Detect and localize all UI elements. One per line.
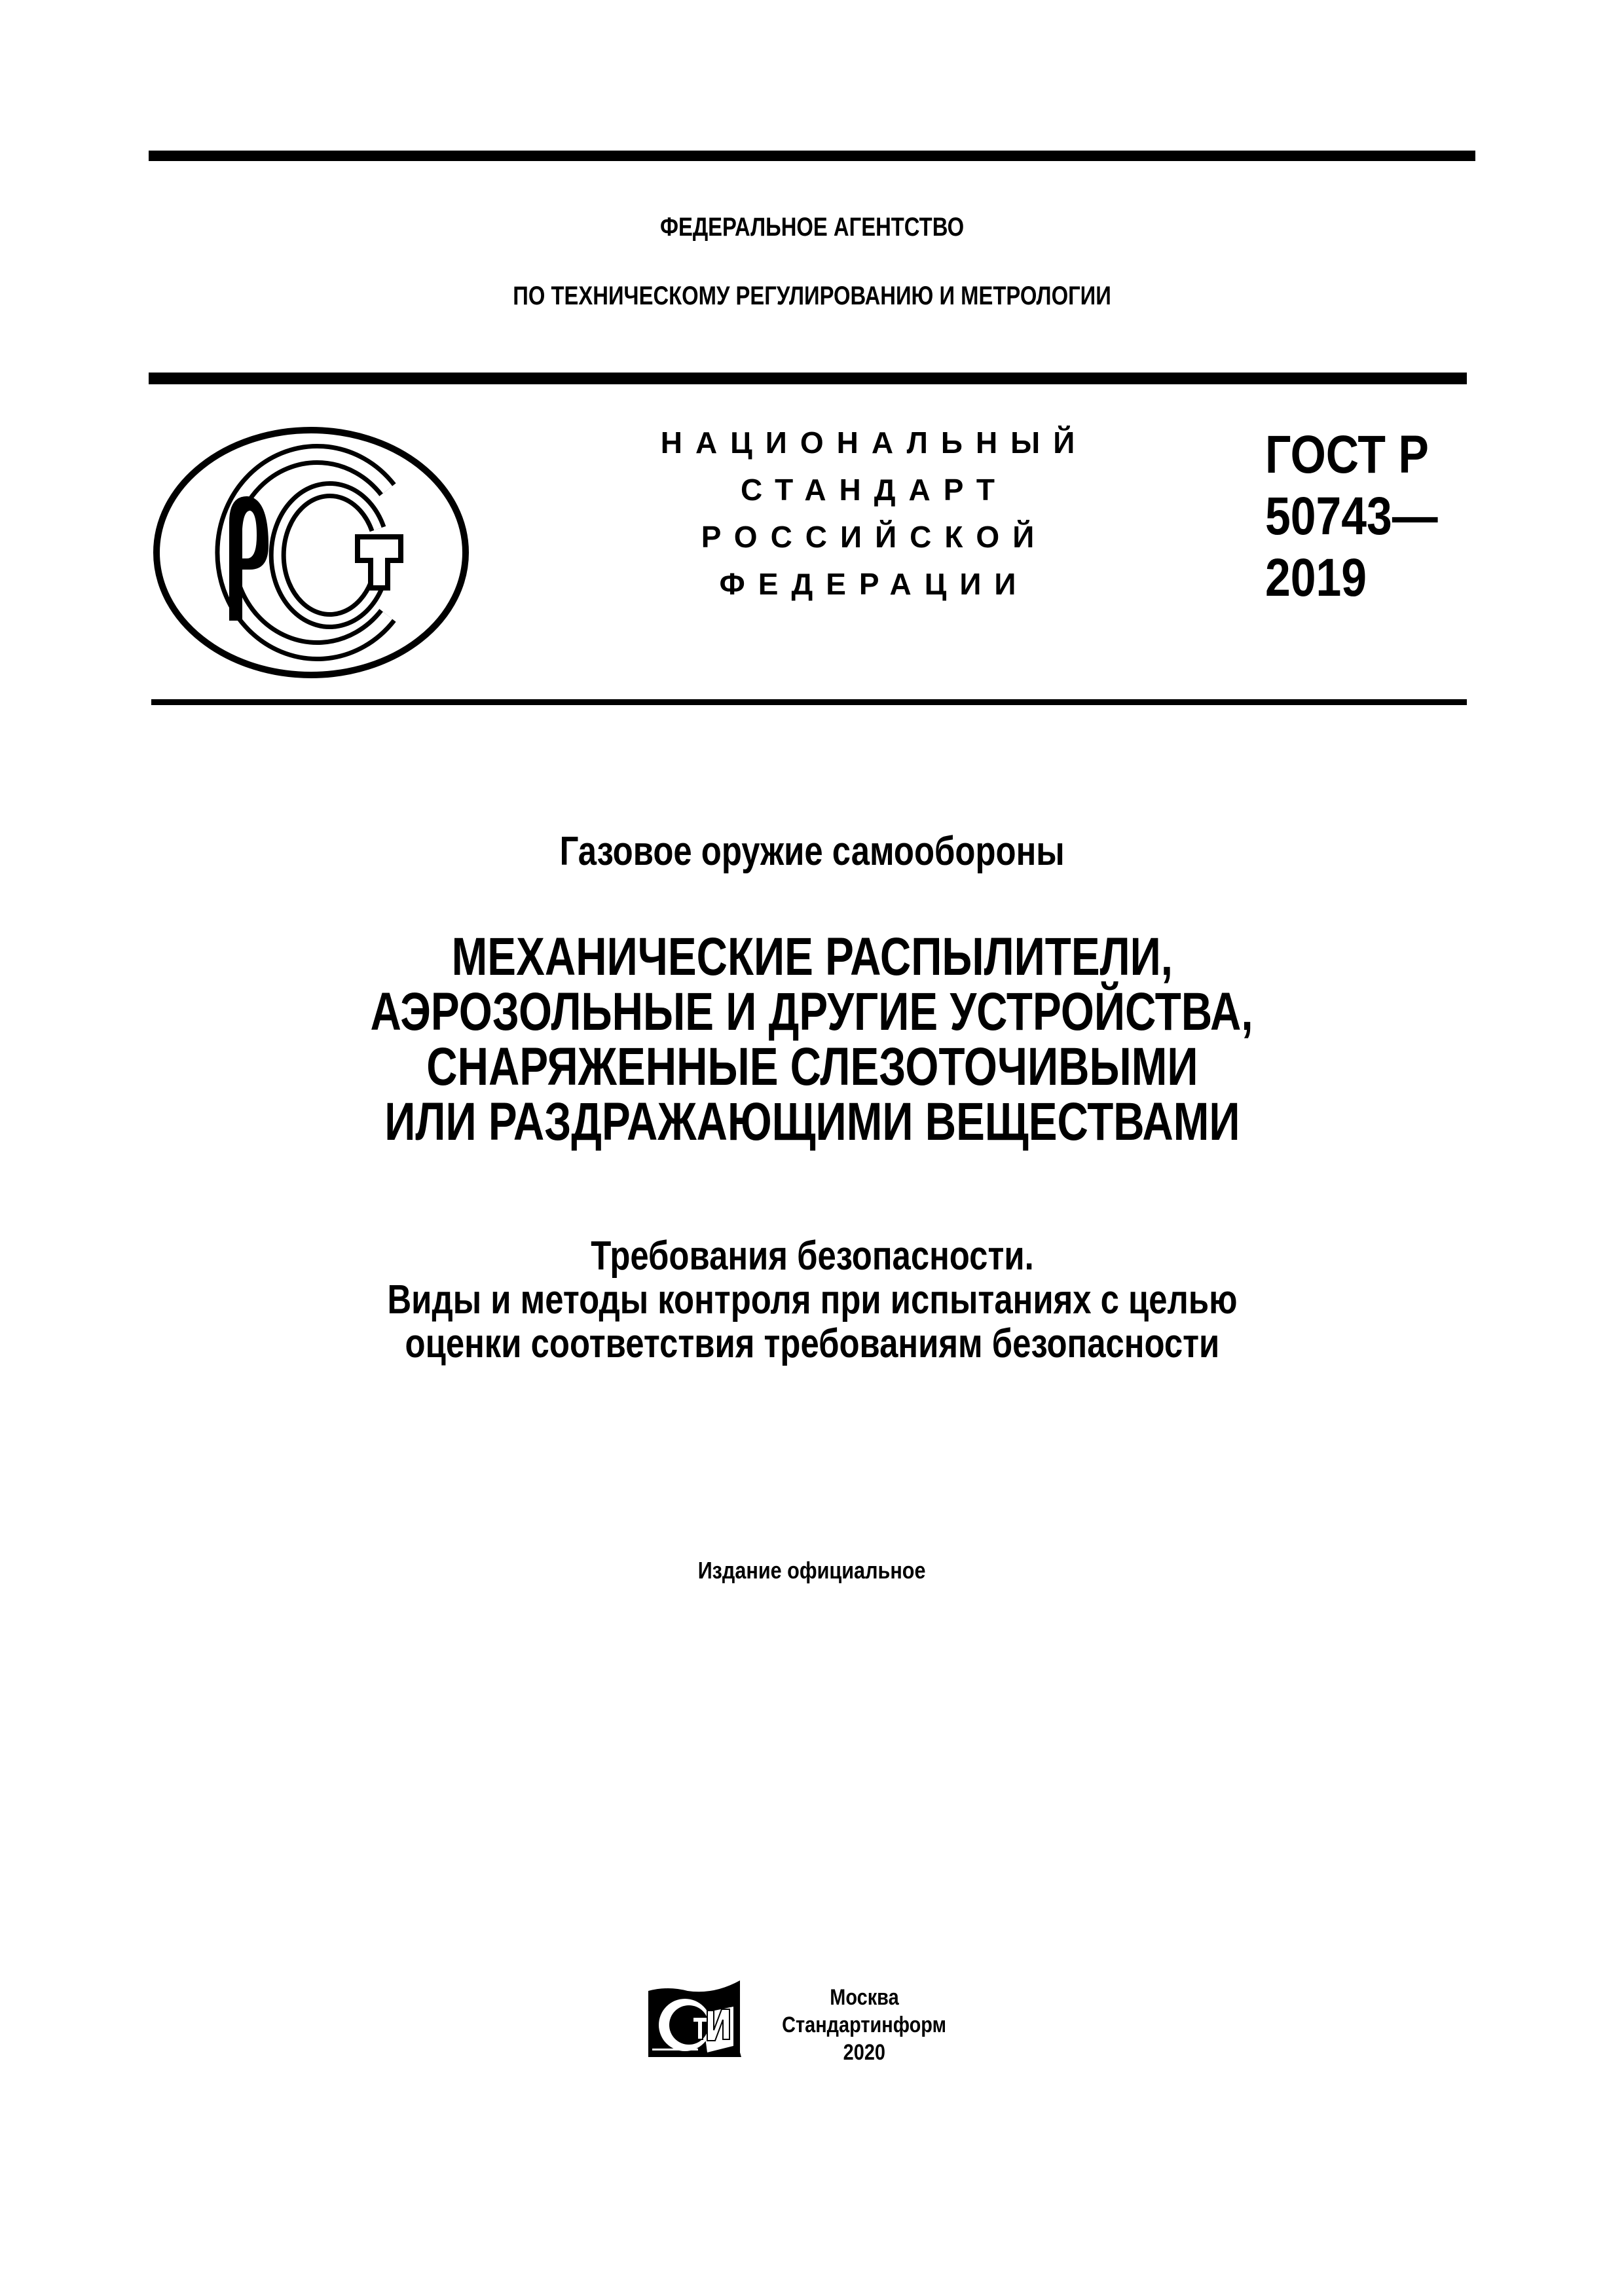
designation-line: 50743— (1265, 486, 1438, 546)
main-title-line: АЭРОЗОЛЬНЫЕ И ДРУГИЕ УСТРОЙСТВА, (370, 982, 1254, 1042)
publisher-name: Стандартинформ (782, 2013, 947, 2037)
subtitle-line: Требования безопасности. (590, 1233, 1034, 1279)
edition-label (0, 1557, 1624, 1584)
subtitle-line: Виды и методы контроля при испытаниях с целью (386, 1277, 1238, 1322)
national-standard-line: РОССИЙСКОЙ (701, 520, 1048, 554)
subtitle-line: оценки соответствия требованиям безопасности (405, 1321, 1219, 1366)
designation-line: ГОСТ Р (1265, 425, 1429, 484)
national-standard-label (570, 419, 1179, 608)
header-rule (149, 373, 1467, 384)
publisher-info (766, 1984, 963, 2066)
standard-designation (1265, 424, 1468, 609)
national-standard-line: ФЕДЕРАЦИИ (719, 567, 1029, 601)
edition-text: Издание официальное (698, 1557, 926, 1584)
main-title-line: ИЛИ РАЗДРАЖАЮЩИМИ ВЕЩЕСТВАМИ (384, 1092, 1240, 1152)
pre-title-text: Газовое оружие самообороны (559, 829, 1065, 874)
agency-name-line1-text: ФЕДЕРАЛЬНОЕ АГЕНТСТВО (659, 213, 965, 242)
agency-name-line2 (0, 282, 1624, 311)
national-standard-line: СТАНДАРТ (741, 473, 1008, 507)
standartinform-logo-icon (648, 1980, 741, 2057)
subtitle (0, 1234, 1624, 1366)
agency-name-line1 (0, 213, 1624, 242)
pre-title (0, 828, 1624, 875)
main-title-line: СНАРЯЖЕННЫЕ СЛЕЗОТОЧИВЫМИ (426, 1037, 1198, 1097)
national-standard-line: НАЦИОНАЛЬНЫЙ (660, 426, 1088, 460)
designation-line: 2019 (1265, 548, 1367, 608)
top-rule (149, 151, 1475, 161)
publisher-year: 2020 (843, 2040, 886, 2065)
agency-name-line2-text: ПО ТЕХНИЧЕСКОМУ РЕГУЛИРОВАНИЮ И МЕТРОЛОГИИ (513, 282, 1111, 310)
standard-block-bottom-rule (151, 699, 1467, 705)
rst-gost-logo-icon (152, 424, 470, 681)
publisher-city: Москва (830, 1985, 899, 2010)
main-title (0, 927, 1624, 1152)
main-title-line: МЕХАНИЧЕСКИЕ РАСПЫЛИТЕЛИ, (451, 927, 1173, 987)
